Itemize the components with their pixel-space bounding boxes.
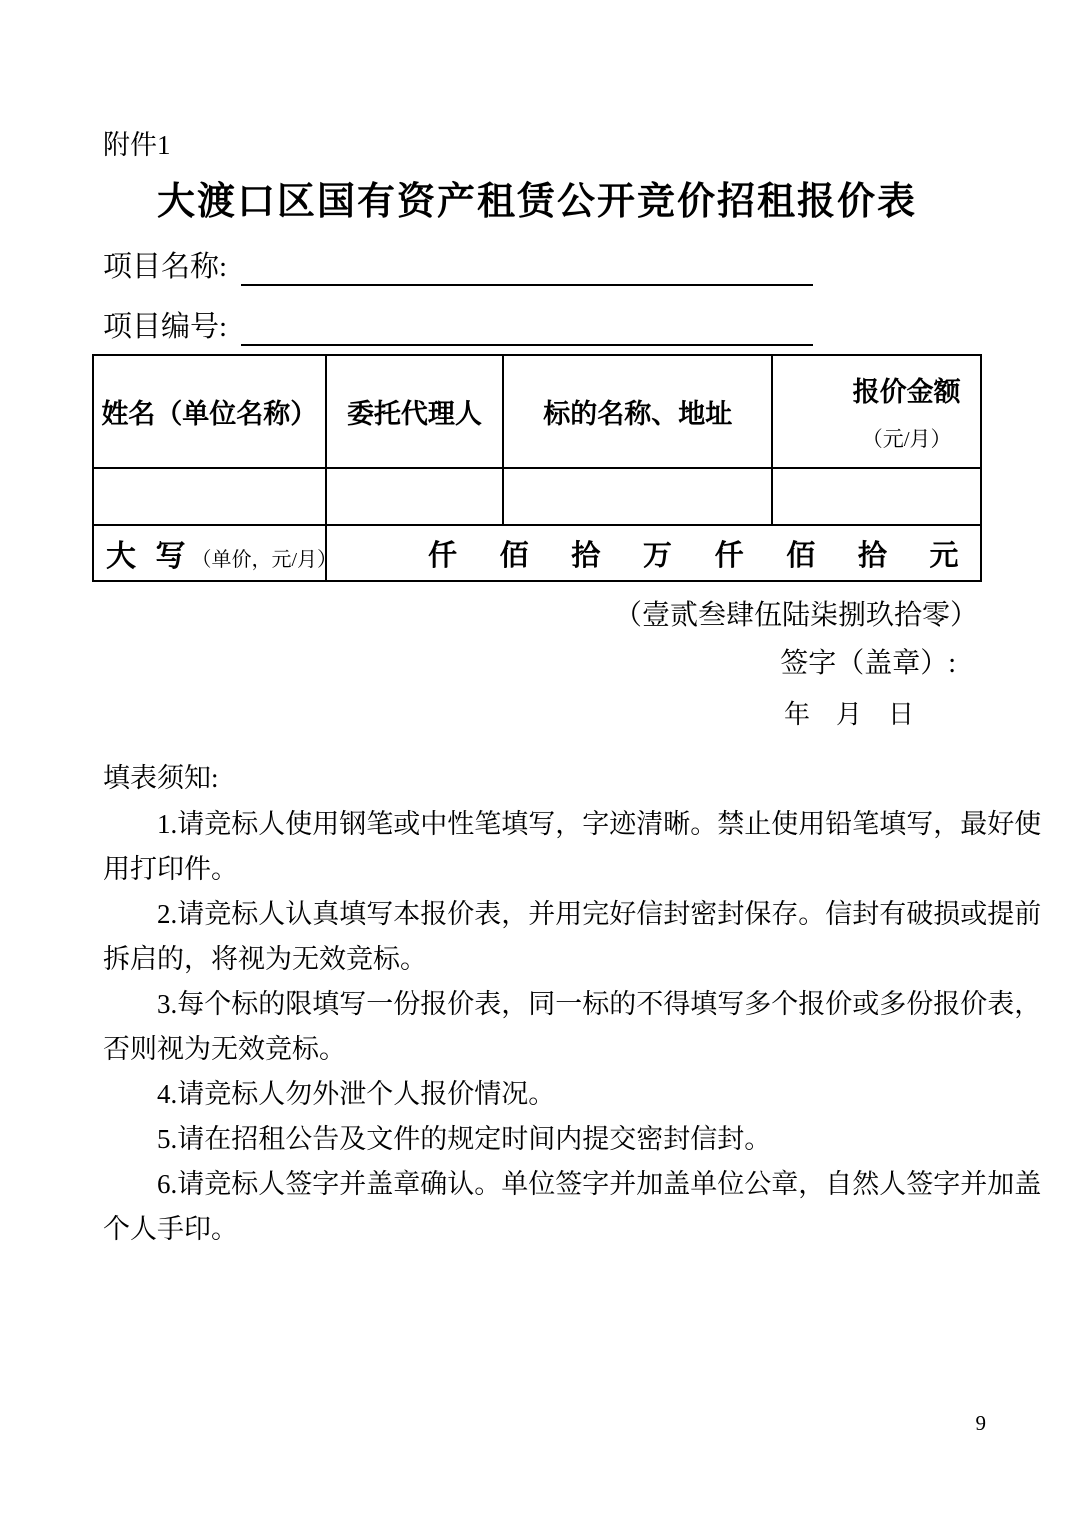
entry-subject-cell [503, 468, 772, 525]
note-item-3-line-1: 3.每个标的限填写一份报价表，同一标的不得填写多个报价或多份报价表， [157, 989, 1042, 1019]
page-number: 9 [975, 1411, 986, 1435]
note-item-1-line-2: 用打印件。 [103, 854, 238, 884]
unit-yuan: 元 [929, 539, 959, 572]
unit-hundred: 佰 [499, 539, 529, 572]
project-name-label: 项目名称: [103, 251, 228, 283]
bid-table [92, 354, 982, 582]
header-bid-amount-unit: （元/月） [861, 427, 952, 451]
table-entry-row [93, 468, 981, 525]
page-title: 大渡口区国有资产租赁公开竞价招租报价表 [156, 181, 917, 223]
header-agent: 委托代理人 [326, 355, 504, 468]
project-name-row [103, 242, 1074, 286]
note-item-3-line-2: 否则视为无效竞标。 [103, 1034, 346, 1064]
project-name-blank-field [241, 248, 813, 286]
unit-ten-2: 拾 [857, 539, 887, 572]
note-item-4-line-1: 4.请竞标人勿外泄个人报价情况。 [157, 1079, 556, 1109]
header-bid-amount-main: 报价金额 [852, 377, 961, 407]
entry-bidder-name-cell [93, 468, 326, 525]
note-item-5-line-1: 5.请在招租公告及文件的规定时间内提交密封信封。 [157, 1124, 772, 1154]
amount-in-words-label-cell [93, 525, 338, 581]
project-number-row [103, 302, 1074, 346]
note-item-1-line-1: 1.请竞标人使用钢笔或中性笔填写，字迹清晰。禁止使用铅笔填写，最好使 [157, 809, 1042, 839]
amount-in-words-note: （单价，元/月） [191, 549, 338, 571]
project-number-blank-field [241, 308, 813, 346]
amount-in-words-units-cell [326, 525, 981, 581]
table-header-row [93, 355, 981, 468]
header-subject-name-address: 标的名称、地址 [503, 355, 772, 468]
header-bid-amount [772, 355, 981, 468]
unit-ten: 拾 [571, 539, 601, 572]
project-number-label: 项目编号: [103, 311, 228, 343]
note-item-2-line-2: 拆启的，将视为无效竞标。 [103, 944, 427, 974]
capital-digits-reference: （壹贰叁肆伍陆柒捌玖拾零） [613, 600, 978, 631]
unit-hundred-2: 佰 [786, 539, 816, 572]
entry-amount-cell [772, 468, 981, 525]
header-bidder-name: 姓名（单位名称） [93, 355, 326, 468]
entry-agent-cell [326, 468, 504, 525]
notes-section [0, 754, 1074, 1252]
unit-thousand-2: 仟 [714, 539, 744, 572]
date-label: 年 月 日 [783, 700, 914, 729]
note-item-6-line-2: 个人手印。 [103, 1214, 238, 1244]
unit-thousand: 仟 [427, 539, 457, 572]
attachment-label: 附件1 [103, 130, 171, 160]
unit-tenthousand: 万 [642, 539, 672, 572]
note-item-2-line-1: 2.请竞标人认真填写本报价表，并用完好信封密封保存。信封有破损或提前 [157, 899, 1042, 929]
note-item-6-line-1: 6.请竞标人签字并盖章确认。单位签字并加盖单位公章，自然人签字并加盖 [157, 1169, 1042, 1199]
amount-in-words-row [93, 525, 981, 581]
amount-in-words-label: 大 写 [106, 540, 192, 573]
notes-heading: 填表须知: [103, 763, 219, 793]
digit-units-wrap [327, 533, 980, 574]
signature-seal-label: 签字（盖章）: [780, 648, 956, 679]
